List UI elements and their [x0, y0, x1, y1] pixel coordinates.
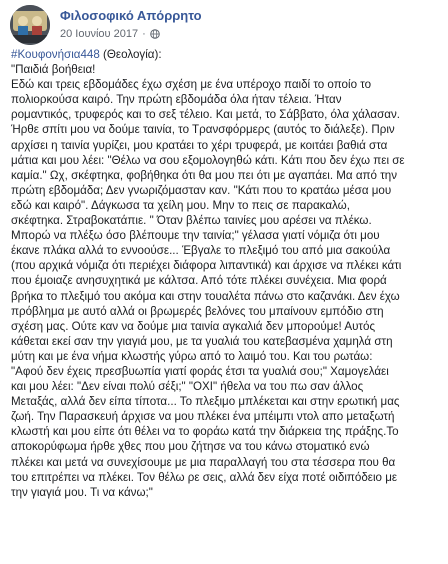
post-line: ρομαντικός, τρυφερός και το σεξ τέλειο. Και μετά, το Σάββατο, όλα χάλασαν.	[11, 108, 400, 122]
post-line: την γιαγιά μου. Τι να κάνω;"	[11, 485, 153, 499]
post-line: ζωή. Την Παρασκευή άρχισε να μου πλέκει ένα μπέιμπι ντολ απο μεταξωτή	[11, 410, 395, 424]
post-line: εδώ και καιρό". Δάγκωσα τα χείλη μου. Μην το πεις σε παρακαλώ,	[11, 198, 350, 212]
post-line: "Παιδιά βοήθεια!	[11, 63, 96, 77]
post-date[interactable]: 20 Ιουνίου 2017	[60, 28, 139, 40]
post-line: πλέκει και μετά να συνεχίσουμε με μια παραλλαγή του στα τέσσερα που θα	[11, 455, 396, 469]
post-line: Εδώ και τρεις εβδομάδες έχω σχέση με ένα υπέροχο παιδί το οποίο το	[11, 78, 372, 92]
post-line: πολιορκούσα καιρό. Την πρώτη εβδομάδα όλα ήταν τέλεια. Ήταν	[11, 93, 342, 107]
meta-separator: ·	[142, 28, 146, 40]
post-line: πρώτη εβδομάδα; Δεν γνωριζόμασταν καν. "Κάτι που το κρατάω μέσα μου	[11, 183, 392, 197]
page-avatar[interactable]	[10, 5, 50, 45]
post-meta	[60, 28, 160, 40]
post-line: Μπορώ να πλέξω όσο βλέπουμε την ταινία;" γέλασα γιατί νόμιζα ότι μου	[11, 229, 380, 243]
hashtag-link[interactable]: #Κουφονήσια448	[11, 48, 100, 61]
post-line: αρχίσει η ταινία γυρίζει, μου κρατάει το χέρι τρυφερά, με κοιτάει βαθιά στα	[11, 138, 388, 152]
post-line: κλωστή και μου είπε ότι θέλει να το φοράω κατά την διάρκεια της πράξης.Το	[11, 425, 399, 439]
post-line: αποκορύφωμα ήρθε χθες που μου ζήτησε να του κάνω στοματικό ενώ	[11, 440, 370, 454]
post-body	[11, 47, 443, 500]
post-line: έκανε πλάκα αλλά το εννοούσε... Έβγαλε το πλεξιμό του από μια σακούλα	[11, 244, 391, 258]
post-line: σκέφτηκα. Στραβοκατάπιε. " Όταν βλέπω ταινίες μου αρέσει να πλέκω.	[11, 214, 372, 228]
hashtag-line	[11, 47, 443, 62]
post-line: μάτια και μου λέει: "Θέλω να σου εξομολογηθώ κάτι. Κάτι που δεν έχω πει σε	[11, 153, 405, 167]
post-line: μύτη και με ένα νήμα κλωστής γύρω από το λαιμό του. Και του ρωτάω:	[11, 349, 373, 363]
post-line: και μου λέει: "Δεν είναι πολύ σέξι;" "ΟΧΙ" ήθελα να του πω σαν άλλος	[11, 380, 364, 394]
post-line: καμία." Ωχ, σκέφτηκα, φοβήθηκα ότι θα μου πει ότι με αγαπάει. Μα από την	[11, 168, 398, 182]
page-name-link[interactable]: Φιλοσοφικό Απόρρητο	[60, 8, 202, 23]
post-header	[10, 5, 440, 45]
post-line: που έμοιαζε ανησυχητικά με κάλτσα. Από τότε πλέκει συνέχεια. Μια φορά	[11, 274, 387, 288]
post-line: Ήρθε σπίτι μου να δούμε ταινία, το Τρανσφόρμερς (αυτός το διάλεξε). Πριν	[11, 123, 395, 137]
avatar-image	[10, 5, 50, 45]
post-line: βρήκα το πλεξιμό του ακόμα και στην τουαλέτα πάνω στο καζανάκι. Δεν έχω	[11, 289, 400, 303]
post-line: πρόβλημα με αυτό αλλά οι βρωμερές βελόνες του μπαίνουν εμπόδιο στη	[11, 304, 384, 318]
globe-icon	[150, 29, 160, 39]
post-line: σχέση μας. Ούτε καν να δούμε μια ταινία αγκαλιά δεν μπορούμε! Αυτός	[11, 319, 376, 333]
post-line: "Αφού δεν έχεις πρεσβυωπία γιατί φοράς έτσι τα γυαλιά σου;" Χαμογελάει	[11, 364, 389, 378]
hashtag-suffix: (Θεολογία):	[99, 48, 162, 61]
post-line: κάθεται εκεί σαν την γιαγιά μου, με τα γυαλιά του κατεβασμένα χαμηλά στη	[11, 334, 393, 348]
post-line: του επιτρέπει να πλέκει. Τον θέλω ρε σεις, αλλά δεν είχα ποτέ οιδιπόδειο με	[11, 470, 398, 484]
post-line: Μεταξάς, αλλά δεν είπα τίποτα... Το πλεξιμο μπλέκεται και στην ερωτική μας	[11, 395, 400, 409]
post-line: (που αρχικά νόμιζα ότι περιέχει διάφορα λιπαντικά) και άρχισε να πλέκει κάτι	[11, 259, 402, 273]
